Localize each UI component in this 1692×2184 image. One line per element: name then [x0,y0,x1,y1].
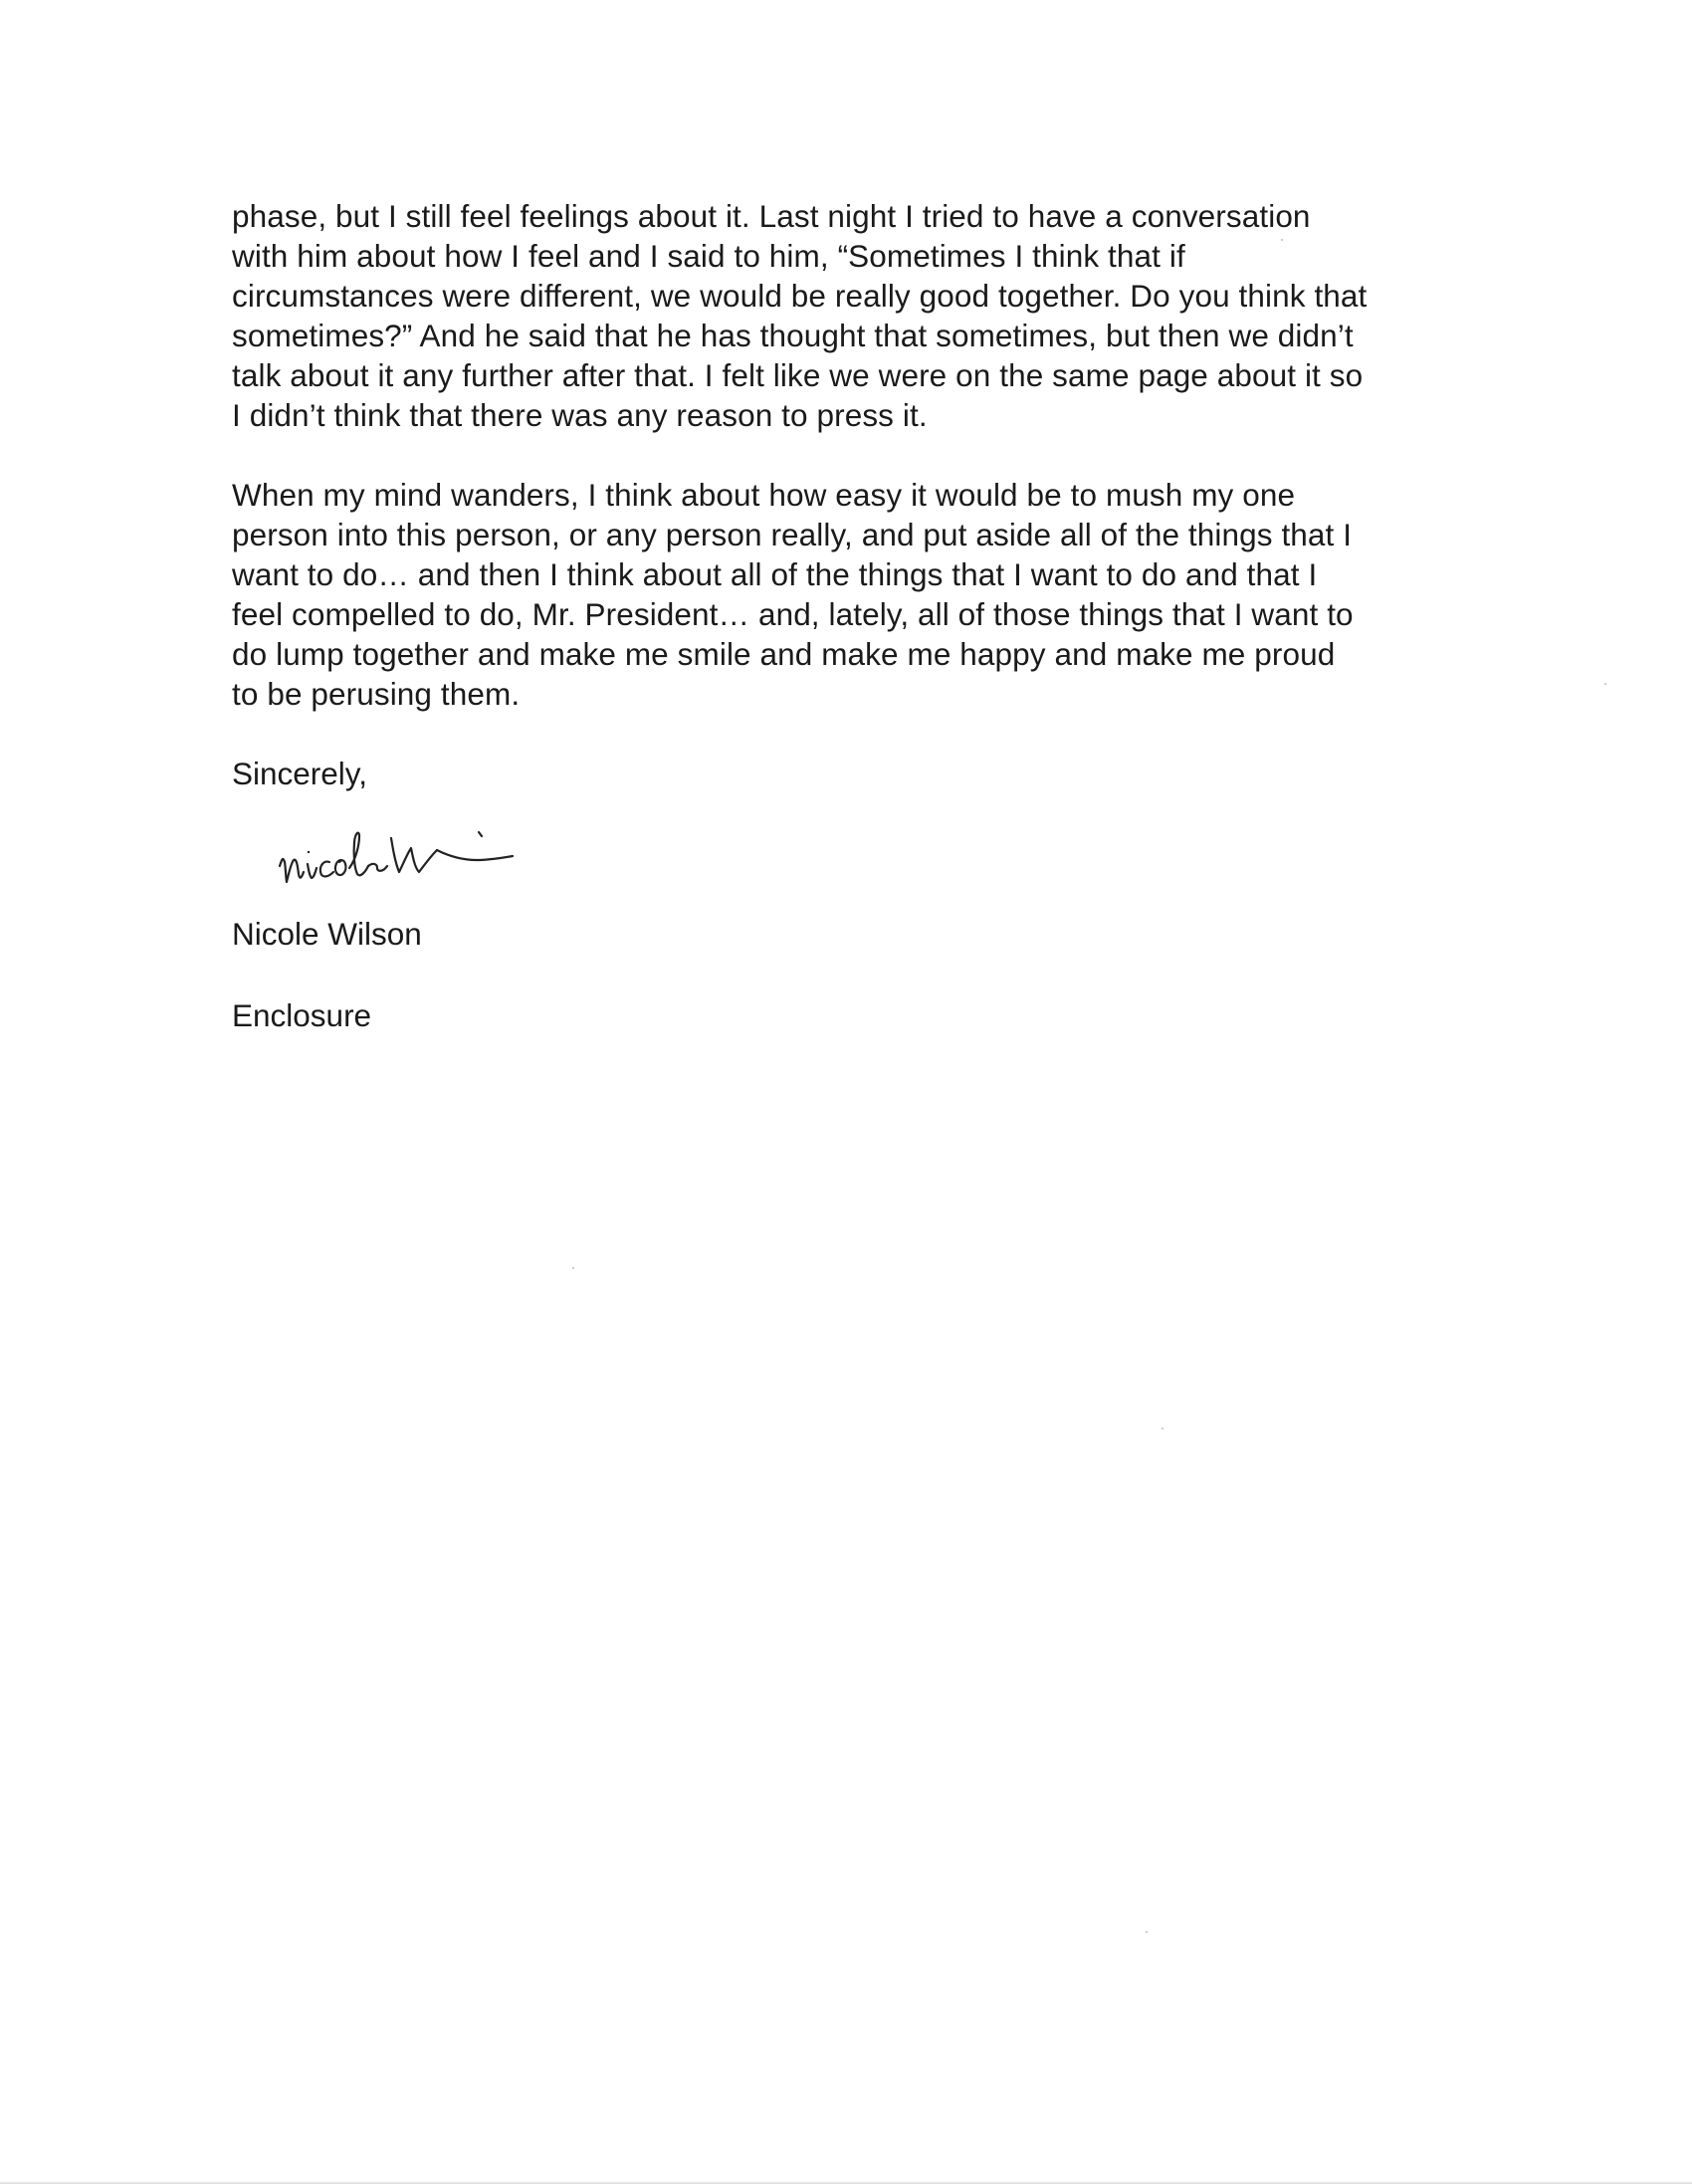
scan-speck [1281,239,1283,241]
scan-speck [1604,683,1606,685]
signer-name: Nicole Wilson [232,916,422,952]
paragraph-line: do lump together and make me smile and make me happy and make me proud [232,636,1336,672]
paragraph-line: phase, but I still feel feelings about it. Last night I tried to have a conversation [232,198,1311,234]
paragraph-line: talk about it any further after that. I felt like we were on the same page about it so [232,357,1364,393]
paragraph-line: I didn’t think that there was any reason to press it. [232,397,928,433]
scan-speck [572,1267,574,1269]
enclosure-notation: Enclosure [232,997,372,1033]
paragraph-line: When my mind wanders, I think about how easy it would be to mush my one [232,477,1296,513]
paragraph-line: circumstances were different, we would be really good together. Do you think that [232,278,1368,314]
paragraph-1 [232,196,1516,435]
paragraph-line: with him about how I feel and I said to him, “Sometimes I think that if [232,238,1185,274]
paragraph-line: to be perusing them. [232,676,521,712]
scan-speck [1162,1427,1163,1429]
paragraph-line: sometimes?” And he said that he has thought that sometimes, but then we didn’t [232,318,1354,353]
paragraph-line: want to do… and then I think about all of the things that I want to do and that I [232,556,1318,592]
paragraph-line: person into this person, or any person really, and put aside all of the things that I [232,517,1353,552]
handwritten-signature [274,816,572,896]
scan-speck [1146,1931,1148,1933]
closing-salutation: Sincerely, [232,756,367,791]
paragraph-line: feel compelled to do, Mr. President… and, lately, all of those things that I want to [232,596,1354,632]
paragraph-2 [232,475,1516,714]
